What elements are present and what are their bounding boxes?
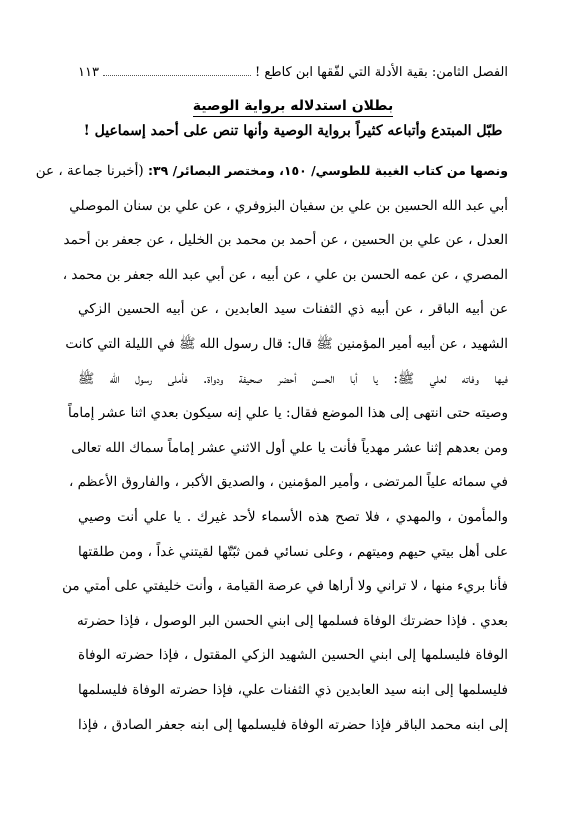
- running-header: [78, 58, 508, 80]
- page-number: ١١٣: [78, 65, 99, 80]
- body-line: فأنا بريء منها ، لا تراني ولا أراها في عرصة القيامة ، وأنت خليفتي على أمتي من: [62, 578, 508, 595]
- body-line-1: [35, 154, 508, 189]
- citation-lead: ونصها من كتاب الغيبة للطوسي/ ١٥٠، ومختصر البصائر/ ٣٩:: [147, 163, 508, 178]
- body-line: ومن بعدهم إثنا عشر مهدياً فأنت يا علي أول الاثني عشر إماماً سماك الله تعالى: [71, 439, 508, 456]
- body-line: على أهل بيتي حيهم وميتهم ، وعلى نسائي فمن ثبّتّها لقيتني غداً ، ومن طلقتها: [78, 543, 508, 560]
- body-line: عن أبيه الباقر ، عن أبيه ذي الثفنات سيد العابدين ، عن أبيه الحسين الزكي: [78, 301, 508, 318]
- body-line: وصيته حتى انتهى إلى هذا الموضع فقال: يا علي إنه سيكون بعدي اثنا عشر إماماً: [67, 405, 508, 422]
- body-line: الشهيد ، عن أبيه أمير المؤمنين ﷺ قال: قال رسول الله ﷺ في الليلة التي كانت: [65, 335, 508, 352]
- subtitle: طبّل المبتدع وأتباعه كثيراً برواية الوصية وأنها تنص على أحمد إسماعيل !: [83, 123, 503, 139]
- chapter-title: الفصل الثامن: بقية الأدلة التي لفّقها ابن كاطع !: [254, 65, 508, 80]
- body-line: في سمائه علياً المرتضى ، وأمير المؤمنين ، والصديق الأكبر ، والفاروق الأعظم ،: [68, 474, 508, 491]
- body-line: بعدي . فإذا حضرتك الوفاة فسلمها إلى ابني الحسن البر الوصول ، فإذا حضرته: [76, 612, 508, 629]
- body-line: فيها وفاته لعلي ﷺ: يا أبا الحسن أحضر صحيفة ودواة. فأملى رسول الله ﷺ: [78, 370, 508, 387]
- body-text: [35, 154, 508, 742]
- body-line: فليسلمها إلى ابنه سيد العابدين ذي الثفنات علي، فإذا حضرته الوفاة فليسلمها: [78, 681, 508, 698]
- body-line: العدل ، عن علي بن الحسين ، عن أحمد بن محمد بن الخليل ، عن جعفر بن أحمد: [63, 232, 508, 249]
- section-title: [0, 98, 586, 114]
- body-line: والمأمون ، والمهدي ، فلا تصح هذه الأسماء لأحد غيرك . يا علي أنت وصيي: [78, 508, 508, 525]
- body-line: أبي عبد الله الحسين بن علي بن سفيان البزوفري ، عن علي بن سنان الموصلي: [69, 197, 508, 214]
- body-line: إلى ابنه محمد الباقر فإذا حضرته الوفاة فليسلمها إلى ابنه جعفر الصادق ، فإذا: [78, 716, 508, 733]
- header-dotted-leader: [103, 74, 251, 76]
- body-line: الوفاة فليسلمها إلى ابني الحسين الشهيد الزكي المقتول ، فإذا حضرته الوفاة: [78, 647, 508, 664]
- body-line-1-rest: (أخبرنا جماعة ، عن: [35, 163, 144, 179]
- section-title-text: بطلان استدلاله برواية الوصية: [193, 98, 393, 117]
- body-line: المصري ، عن عمه الحسن بن علي ، عن أبيه ، عن أبي عبد الله جعفر بن محمد ،: [62, 266, 508, 283]
